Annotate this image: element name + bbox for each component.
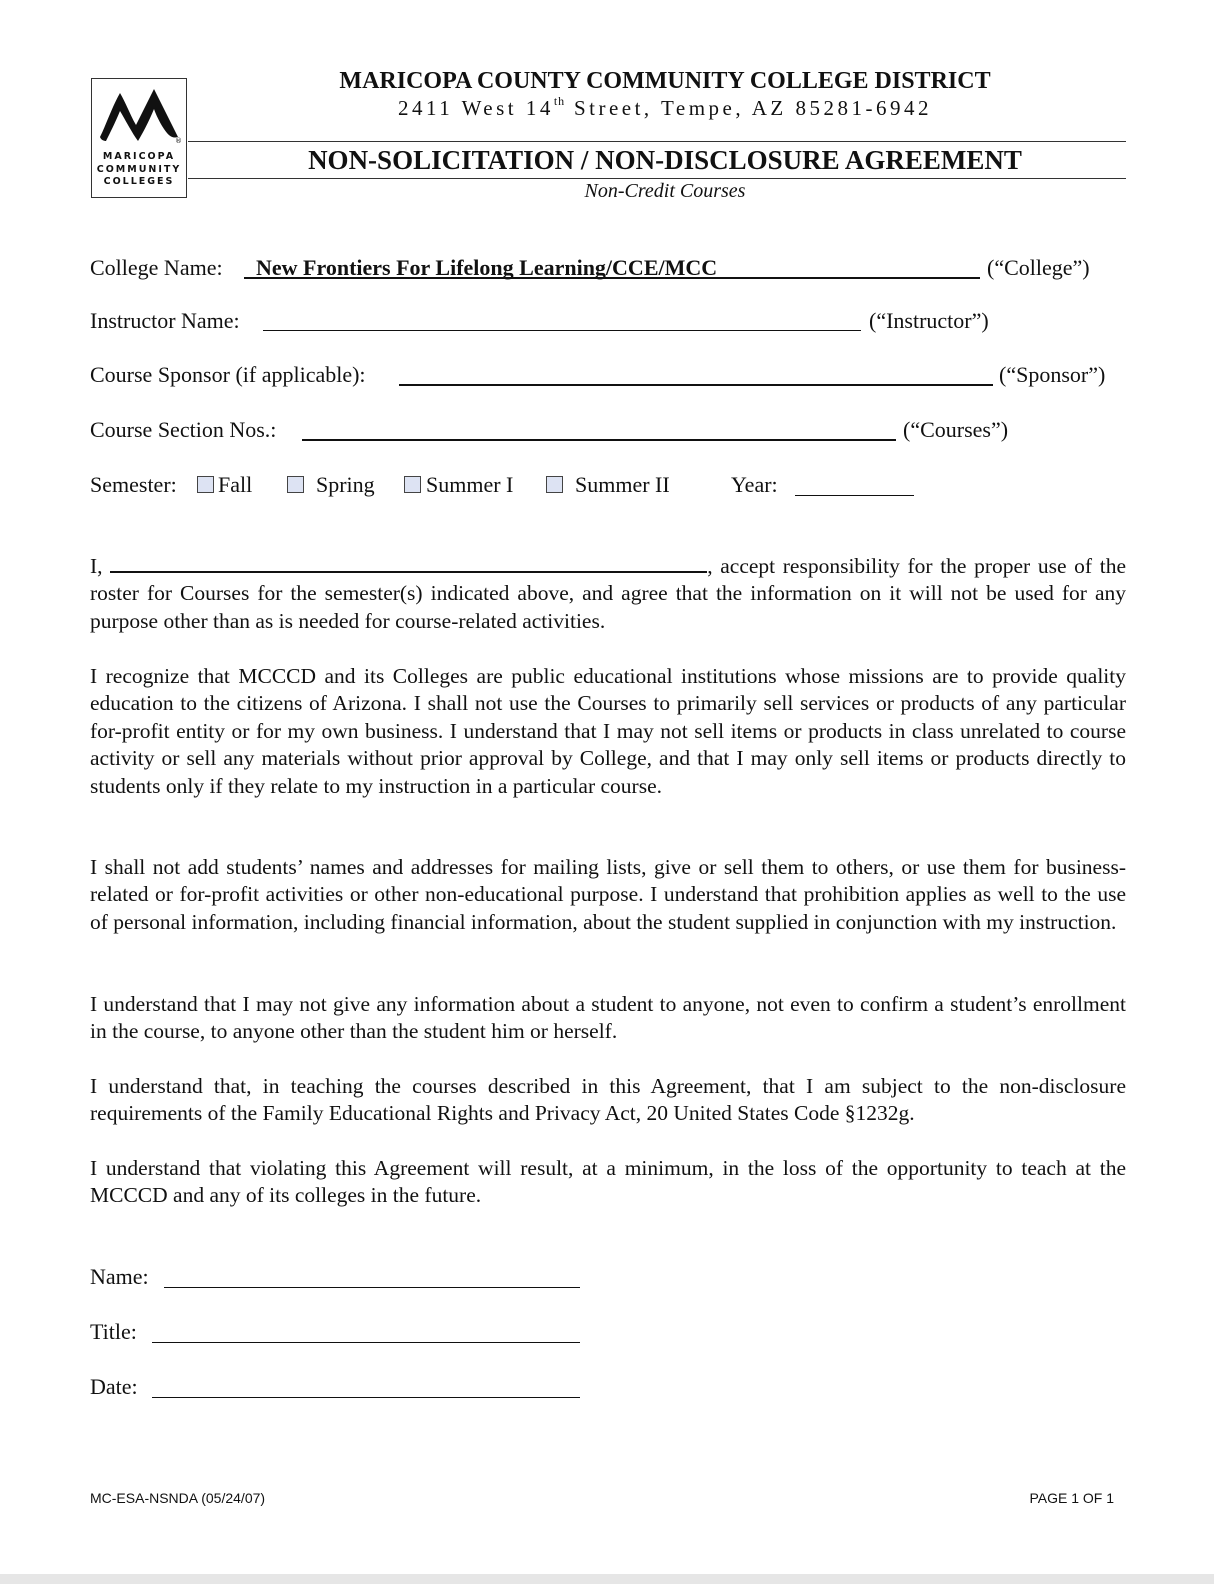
college-name-label: College Name: (90, 255, 223, 280)
maricopa-logo (91, 78, 187, 198)
header-rule-bottom (188, 178, 1126, 179)
signature-date-field[interactable] (152, 1397, 580, 1398)
form-id: MC-ESA-NSNDA (05/24/07) (90, 1490, 266, 1506)
checkbox-spring[interactable] (287, 476, 304, 493)
acknowledger-name-field[interactable] (110, 553, 707, 573)
organization-name: MARICOPA COUNTY COMMUNITY COLLEGE DISTRICT (339, 68, 991, 94)
checkbox-fall[interactable] (197, 476, 214, 493)
checkbox-summer-1[interactable] (404, 476, 421, 493)
header-rule-top (188, 141, 1126, 142)
logo-mark-icon (98, 85, 182, 149)
instructor-tag: (“Instructor”) (869, 308, 989, 333)
logo-text (92, 151, 186, 189)
instructor-name-label: Instructor Name: (90, 308, 240, 333)
signature-name-label: Name: (90, 1264, 149, 1289)
logo-text-line: MARICOPA (102, 151, 176, 162)
svg-text:®: ® (175, 137, 182, 145)
agreement-subtitle: Non-Credit Courses (584, 180, 746, 202)
option-summer-1-label: Summer I (426, 472, 514, 497)
option-fall-label: Fall (218, 472, 253, 497)
course-sponsor-label: Course Sponsor (if applicable): (90, 362, 366, 387)
organization-address: 2411 West 14th Street, Tempe, AZ 85281-6942 (398, 94, 932, 120)
courses-tag: (“Courses”) (903, 417, 1009, 442)
paragraph-roster: I, , accept responsibility for the proper use of the roster for Courses for the semester(s) indicated above, and agree that the information on it will not be used for any purpose other than as is needed for course-related activities. (90, 554, 1127, 633)
year-field[interactable] (795, 495, 914, 496)
page-number: PAGE 1 OF 1 (1029, 1490, 1114, 1506)
agreement-title: NON-SOLICITATION / NON-DISCLOSURE AGREEMENT (308, 145, 1022, 175)
signature-title-field[interactable] (152, 1342, 580, 1343)
logo-text-line: COLLEGES (103, 176, 175, 187)
viewer-bottom-bar (0, 1574, 1214, 1584)
signature-title-label: Title: (90, 1319, 137, 1344)
instructor-name-field[interactable] (263, 330, 861, 331)
paragraph-student-info: I shall not add students’ names and addresses for mailing lists, give or sell them to others, or use them for business-related or for-profit activities or other non-educational purpose. I understand that prohibition applies as well to the use of personal information, including financial information, about the student supplied in conjunction with my instruction. (90, 855, 1126, 934)
option-spring-label: Spring (316, 472, 375, 497)
paragraph-confidentiality: I understand that I may not give any information about a student to anyone, not even to confirm a student’s enrollment in the course, to anyone other than the student him or herself. (90, 992, 1126, 1044)
college-tag: (“College”) (987, 255, 1090, 280)
course-section-label: Course Section Nos.: (90, 417, 277, 442)
logo-text-line: COMMUNITY (96, 163, 182, 175)
college-name-value: New Frontiers For Lifelong Learning/CCE/MCC (256, 255, 718, 280)
sponsor-tag: (“Sponsor”) (999, 362, 1106, 387)
paragraph-solicitation: I recognize that MCCCD and its Colleges are public educational institutions whose missions are to provide quality education to the citizens of Arizona. I shall not use the Courses to primarily sell services or products of any particular for-profit entity or for my own business. I understand that I may not sell items or products in class unrelated to course activity or sell any materials without prior approval by College, and that I may only sell items or products directly to students only if they relate to my instruction in a particular course. (90, 664, 1126, 798)
course-sponsor-field[interactable] (399, 384, 993, 386)
checkbox-summer-2[interactable] (546, 476, 563, 493)
signature-name-field[interactable] (164, 1287, 580, 1288)
semester-label: Semester: (90, 472, 177, 497)
signature-date-label: Date: (90, 1374, 138, 1399)
course-section-field[interactable] (302, 439, 896, 441)
paragraph-ferpa: I understand that, in teaching the courses described in this Agreement, that I am subject to the non-disclosure requirements of the Family Educational Rights and Privacy Act, 20 United States Code §1232g. (90, 1074, 1126, 1126)
paragraph-violation: I understand that violating this Agreement will result, at a minimum, in the loss of the opportunity to teach at the MCCCD and any of its colleges in the future. (90, 1156, 1126, 1208)
year-label: Year: (731, 472, 778, 497)
option-summer-2-label: Summer II (575, 472, 670, 497)
